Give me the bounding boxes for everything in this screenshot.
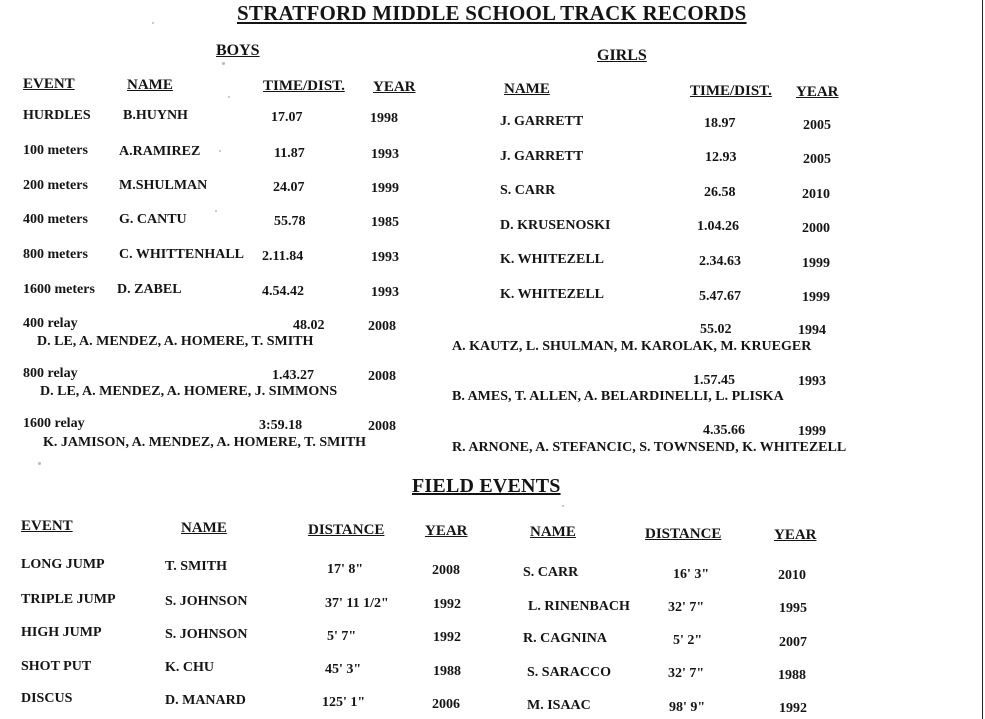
field-row-3-girls-distance: 32' 7" <box>668 666 705 681</box>
boys-row-1-event: 100 meters <box>23 143 88 158</box>
girls-row-5-name: K. WHITEZELL <box>500 287 605 302</box>
boys-row-1-year: 1993 <box>371 147 399 162</box>
boys-row-3-name: G. CANTU <box>119 212 187 227</box>
boys-row-5-name: D. ZABEL <box>117 282 182 297</box>
boys-relay-1-time: 1.43.27 <box>272 368 314 383</box>
scan-speck <box>152 22 154 24</box>
field-header-event: EVENT <box>21 518 73 534</box>
girls-relay-2-team: R. ARNONE, A. STEFANCIC, S. TOWNSEND, K. WHITEZELL <box>452 440 847 455</box>
boys-heading: BOYS <box>216 42 260 59</box>
field-row-4-girls-year: 1992 <box>779 701 807 716</box>
girls-row-2-time: 26.58 <box>704 185 736 200</box>
scan-speck <box>562 505 564 507</box>
field-row-2-year: 1992 <box>433 630 461 645</box>
girls-heading: GIRLS <box>597 47 647 64</box>
field-header-girls-name: NAME <box>530 524 576 540</box>
field-row-1-name: S. JOHNSON <box>165 594 248 609</box>
girls-row-5-year: 1999 <box>802 290 830 305</box>
boys-header-name: NAME <box>127 77 173 93</box>
girls-row-1-time: 12.93 <box>705 150 737 165</box>
field-row-2-distance: 5' 7" <box>327 629 357 644</box>
field-row-3-distance: 45' 3" <box>325 662 362 677</box>
girls-row-2-year: 2010 <box>802 187 830 202</box>
scan-speck <box>215 210 217 212</box>
boys-row-4-year: 1993 <box>371 250 399 265</box>
boys-relay-2-time: 3:59.18 <box>259 418 303 433</box>
boys-row-0-name: B.HUYNH <box>123 108 188 123</box>
girls-row-0-time: 18.97 <box>704 116 736 131</box>
girls-row-3-name: D. KRUSENOSKI <box>500 218 611 233</box>
girls-row-0-year: 2005 <box>803 118 831 133</box>
field-row-2-girls-name: R. CAGNINA <box>523 631 607 646</box>
boys-header-event: EVENT <box>23 76 75 92</box>
boys-row-2-name: M.SHULMAN <box>119 178 208 193</box>
field-row-1-event: TRIPLE JUMP <box>21 592 116 607</box>
girls-header-name: NAME <box>504 81 550 97</box>
girls-relay-1-year: 1993 <box>798 374 826 389</box>
boys-relay-1-event: 800 relay <box>23 366 78 381</box>
boys-row-3-event: 400 meters <box>23 212 88 227</box>
boys-row-5-time: 4.54.42 <box>262 284 304 299</box>
girls-row-3-year: 2000 <box>802 221 830 236</box>
boys-row-4-event: 800 meters <box>23 247 88 262</box>
field-row-0-girls-distance: 16' 3" <box>673 567 710 582</box>
boys-row-4-time: 2.11.84 <box>262 249 304 264</box>
field-row-4-name: D. MANARD <box>165 693 246 708</box>
scan-speck <box>38 462 41 465</box>
field-row-3-event: SHOT PUT <box>21 659 92 674</box>
boys-row-0-event: HURDLES <box>23 108 91 123</box>
field-row-2-girls-distance: 5' 2" <box>673 633 703 648</box>
field-row-3-year: 1988 <box>433 664 461 679</box>
boys-row-1-name: A.RAMIREZ <box>119 144 201 159</box>
field-row-4-event: DISCUS <box>21 691 73 706</box>
girls-relay-2-year: 1999 <box>798 424 826 439</box>
boys-relay-0-year: 2008 <box>368 319 396 334</box>
girls-row-4-year: 1999 <box>802 256 830 271</box>
field-header-distance: DISTANCE <box>308 522 385 538</box>
field-row-0-event: LONG JUMP <box>21 557 105 572</box>
boys-row-5-event: 1600 meters <box>23 282 95 297</box>
boys-relay-0-event: 400 relay <box>23 316 78 331</box>
boys-row-0-time: 17.07 <box>271 110 303 125</box>
scan-speck <box>228 96 230 98</box>
field-row-1-girls-name: L. RINENBACH <box>528 599 630 614</box>
boys-header-year: YEAR <box>373 79 416 95</box>
field-row-0-distance: 17' 8" <box>327 562 364 577</box>
girls-relay-0-team: A. KAUTZ, L. SHULMAN, M. KAROLAK, M. KRUEGER <box>452 339 812 354</box>
girls-relay-0-year: 1994 <box>798 323 826 338</box>
field-row-0-girls-name: S. CARR <box>523 565 579 580</box>
boys-relay-0-team: D. LE, A. MENDEZ, A. HOMERE, T. SMITH <box>37 334 314 349</box>
girls-row-1-year: 2005 <box>803 152 831 167</box>
scan-speck <box>219 150 221 152</box>
boys-row-2-time: 24.07 <box>273 180 305 195</box>
boys-row-5-year: 1993 <box>371 285 399 300</box>
field-row-2-name: S. JOHNSON <box>165 627 248 642</box>
field-row-1-girls-distance: 32' 7" <box>668 600 705 615</box>
boys-row-2-event: 200 meters <box>23 178 88 193</box>
boys-relay-0-time: 48.02 <box>293 318 325 333</box>
page-edge-line <box>982 0 983 719</box>
field-row-0-girls-year: 2010 <box>778 568 806 583</box>
field-header-girls-distance: DISTANCE <box>645 526 722 542</box>
page-title: STRATFORD MIDDLE SCHOOL TRACK RECORDS <box>237 1 747 25</box>
boys-row-4-name: C. WHITTENHALL <box>119 247 244 262</box>
field-row-2-girls-year: 2007 <box>779 635 807 650</box>
field-row-1-year: 1992 <box>433 597 461 612</box>
boys-row-0-year: 1998 <box>370 111 398 126</box>
girls-row-4-time: 2.34.63 <box>699 254 741 269</box>
boys-relay-2-team: K. JAMISON, A. MENDEZ, A. HOMERE, T. SMITH <box>43 435 367 450</box>
scan-speck <box>222 62 225 65</box>
boys-row-3-time: 55.78 <box>274 214 306 229</box>
boys-row-2-year: 1999 <box>371 181 399 196</box>
field-row-0-name: T. SMITH <box>165 559 227 574</box>
field-row-1-girls-year: 1995 <box>779 601 807 616</box>
field-header-year: YEAR <box>425 523 468 539</box>
boys-row-3-year: 1985 <box>371 215 399 230</box>
girls-header-time: TIME/DIST. <box>690 83 772 99</box>
girls-row-4-name: K. WHITEZELL <box>500 252 605 267</box>
girls-row-3-time: 1.04.26 <box>697 219 739 234</box>
field-row-3-girls-name: S. SARACCO <box>527 665 612 680</box>
girls-row-0-name: J. GARRETT <box>500 114 584 129</box>
boys-row-1-time: 11.87 <box>274 146 305 161</box>
field-header-girls-year: YEAR <box>774 527 817 543</box>
girls-row-2-name: S. CARR <box>500 183 556 198</box>
field-row-4-girls-name: M. ISAAC <box>527 698 591 713</box>
boys-relay-1-team: D. LE, A. MENDEZ, A. HOMERE, J. SIMMONS <box>40 384 338 399</box>
boys-relay-1-year: 2008 <box>368 369 396 384</box>
girls-relay-1-time: 1.57.45 <box>693 373 735 388</box>
field-row-4-distance: 125' 1" <box>322 695 366 710</box>
girls-header-year: YEAR <box>796 84 839 100</box>
field-row-1-distance: 37' 11 1/2" <box>325 596 389 611</box>
girls-row-5-time: 5.47.67 <box>699 289 741 304</box>
girls-relay-2-time: 4.35.66 <box>703 423 745 438</box>
girls-row-1-name: J. GARRETT <box>500 149 584 164</box>
field-header-name: NAME <box>181 520 227 536</box>
boys-header-time: TIME/DIST. <box>263 78 345 94</box>
girls-relay-1-team: B. AMES, T. ALLEN, A. BELARDINELLI, L. PLISKA <box>452 389 784 404</box>
field-row-4-girls-distance: 98' 9" <box>669 700 706 715</box>
field-row-3-name: K. CHU <box>165 660 214 675</box>
field-events-heading: FIELD EVENTS <box>412 475 561 497</box>
boys-relay-2-year: 2008 <box>368 419 396 434</box>
field-row-2-event: HIGH JUMP <box>21 625 102 640</box>
field-row-0-year: 2008 <box>432 563 460 578</box>
field-row-4-year: 2006 <box>432 697 460 712</box>
girls-relay-0-time: 55.02 <box>700 322 732 337</box>
boys-relay-2-event: 1600 relay <box>23 416 85 431</box>
field-row-3-girls-year: 1988 <box>778 668 806 683</box>
